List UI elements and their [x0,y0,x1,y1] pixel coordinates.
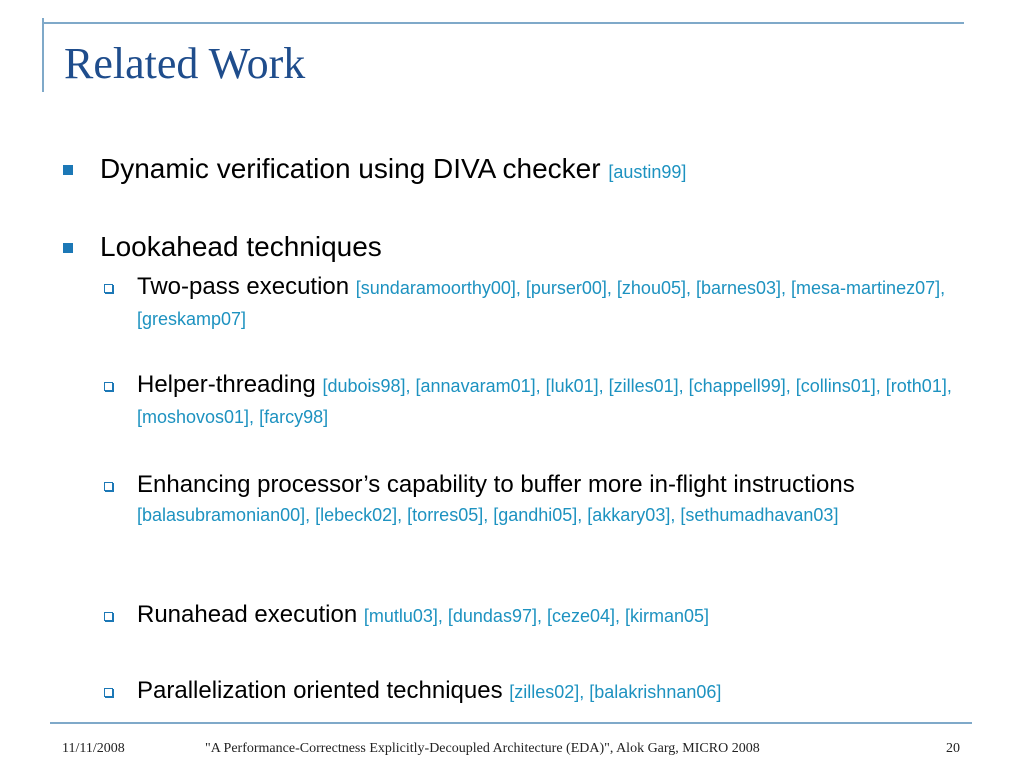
bullet-text: Lookahead techniques [100,231,382,262]
sub-bullet-text: Parallelization oriented techniques [137,677,503,704]
square-bullet-icon [63,243,73,253]
footer-date: 11/11/2008 [62,741,125,756]
sub-bullet-helper-threading [137,370,957,432]
slide-title: Related Work [64,39,306,88]
sub-bullet-text: Two-pass execution [137,273,350,300]
bullet-citation: [austin99] [608,162,687,182]
hollow-square-bullet-icon [104,382,113,391]
square-bullet-icon [63,165,73,175]
sub-bullet-text: Enhancing processor’s capability to buffer more in-flight instructions [137,471,855,498]
sub-bullet-citation: [sundaramoorthy00], [purser00], [zhou05], [barnes03], [mesa-martinez07], [greskamp07] [137,278,946,329]
footer-citation: "A Performance-Correctness Explicitly-Decoupled Architecture (EDA)", Alok Garg, MICRO 2008 [205,741,760,756]
sub-bullet-parallelization [137,676,957,707]
bottom-rule [50,722,972,724]
sub-bullet-citation: [mutlu03], [dundas97], [ceze04], [kirman05] [363,606,710,626]
left-accent-rule [42,18,44,92]
bullet-diva [100,152,686,189]
sub-bullet-text: Runahead execution [137,601,358,628]
page-number: 20 [946,741,960,756]
top-rule [42,22,964,24]
bullet-text: Dynamic verification using DIVA checker [100,153,601,184]
sub-bullet-buffer [137,470,857,530]
sub-bullet-two-pass [137,272,957,334]
hollow-square-bullet-icon [104,612,113,621]
hollow-square-bullet-icon [104,482,113,491]
hollow-square-bullet-icon [104,284,113,293]
sub-bullet-citation: [balasubramonian00], [lebeck02], [torres05], [gandhi05], [akkary03], [sethumadhavan03] [137,505,839,525]
sub-bullet-citation: [zilles02], [balakrishnan06] [509,682,722,702]
sub-bullet-citation: [dubois98], [annavaram01], [luk01], [zilles01], [chappell99], [collins01], [roth01], [moshovos01], [farcy98] [137,376,952,427]
sub-bullet-runahead [137,600,957,631]
hollow-square-bullet-icon [104,688,113,697]
sub-bullet-text: Helper-threading [137,371,316,398]
bullet-lookahead [100,230,382,264]
